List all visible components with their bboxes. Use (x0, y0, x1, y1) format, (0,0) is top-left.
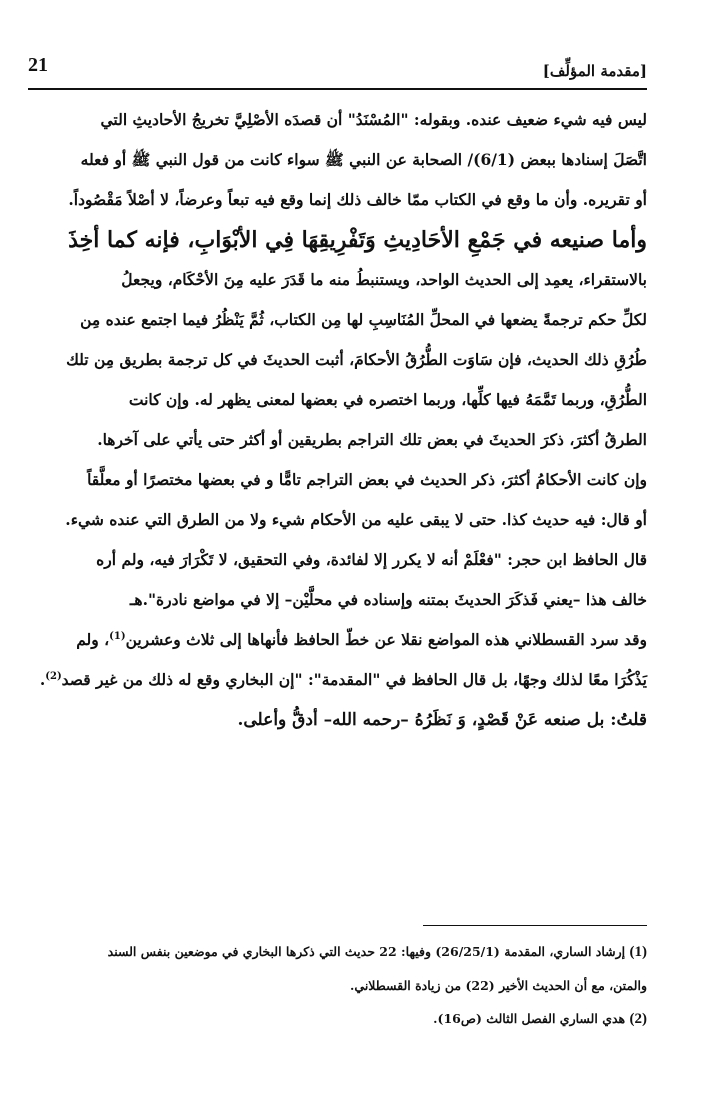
text-line: طُرُقِ ذلك الحديث، فإن سَاوَت الطُّرُقُ الأحكامَ، أثبت الحديثَ في كل ترجمة بطريق مِن تلك (66, 350, 647, 369)
footnote-rule (423, 925, 647, 926)
footnote-number: (1) (629, 944, 647, 960)
text-line: أو تقريره. وأن ما وقع في الكتاب ممّا خالف ذلك إنما وقع فيه تبعاً وعرضاً، لا أصْلاً مَقْصُوداً. (68, 190, 647, 209)
section-opening-line: وأما صنيعه في جَمْعِ الأحَادِيثِ وَتَفْرِيقِهَا فِي الأبْوَابِ، فإنه كما أخِذَ (68, 227, 647, 253)
text-line: الطرقُ أكثرَ، ذكرَ الحديثَ في بعض تلك التراجم بطريقين أو أكثر حتى يأتي على آخرها. (97, 430, 647, 449)
text-line: يَذْكُرَا معًا لذلك وجهًا، بل قال الحافظ في "المقدمة": "إن البخاري وقع له ذلك من غير قصد$^{(2)}$. (39, 670, 647, 689)
footnote-1-continuation: والمتن، مع أن الحديث الأخير (22) من زيادة القسطلاني. (350, 978, 647, 993)
footnote-number: (2) (629, 1011, 647, 1027)
footnote-ref-1: (1) (109, 630, 126, 642)
text-line: ليس فيه شيء ضعيف عنده. وبقوله: "المُسْنَدُ" أن قصدَه الأصْلِيَّ تخريجُ الأحاديثِ التي (100, 110, 647, 129)
text-line: أو قال: فيه حديث كذا. حتى لا يبقى عليه من الأحكام شيء ولا من الطرق التي عنده شيء. (65, 510, 647, 529)
footnote-text: إرشاد الساري، المقدمة (26/25/1) وفيها: 22 حديث التي ذكرها البخاري في موضعين بنفس السند (107, 944, 626, 959)
qultu-line (56, 700, 647, 740)
running-title: [مقدمة المؤلِّف] (542, 62, 647, 80)
footnotes (56, 935, 647, 1036)
header-rule (28, 88, 647, 90)
page-number: 21 (28, 54, 48, 76)
text-line: لكلِّ حكم ترجمةً يضعها في المحلِّ المُنَاسِبِ لها مِن الكتاب، ثُمَّ يَنْظُرُ فيما اجتمع عنده مِن (80, 310, 647, 329)
footnote-ref-2: (2) (45, 670, 62, 682)
text-segment: ، ولم (76, 630, 110, 649)
footnote-2 (56, 1002, 647, 1036)
text-segment: يَذْكُرَا معًا لذلك وجهًا، بل قال الحافظ في "المقدمة": "إن البخاري وقع له ذلك من غير قصد (61, 670, 647, 689)
text-line: قال الحافظ ابن حجر: "فعْلَمْ أنه لا يكرر إلا لفائدة، وفي التحقيق، لا تَكْرَارَ فيه، ولم أره (96, 550, 647, 569)
text-line: خالف هذا –يعني فَذكَرَ الحديثَ بمتنه وإسناده في محلَّيْن– إلا في مواضع نادرة".هـ (129, 590, 647, 609)
text-line: وإن كانت الأحكامُ أكثرَ، ذكر الحديث في بعض التراجم تامًّا و في بعضها مختصرًا أو معلَّقاً (87, 470, 647, 489)
qultu-label: قلتُ: (610, 710, 647, 730)
footnote-1 (56, 935, 647, 969)
text-line: الطُّرُقِ، وربما تَمَّمَهُ فيها كلِّها، وربما اختصره في بعضها لمعنى يظهر له. وإن كانت (128, 390, 647, 409)
text-line: اتَّصَلَ إسنادها ببعض (6/1)/ الصحابة عن النبي ﷺ سواء كانت من قول النبي ﷺ أو فعله (80, 150, 647, 169)
text-segment: بل صنعه عَنْ قَصْدٍ، وَ نَظَرُهُ –رحمه الله– أدقُّ وأعلى. (237, 710, 605, 730)
text-segment: وقد سرد القسطلاني هذه المواضع نقلا عن خطّ الحافظ فأنهاها إلى ثلاث وعشرين (125, 630, 647, 649)
main-text (39, 100, 647, 740)
text-line: بالاستقراء، يعمِد إلى الحديث الواحد، ويستنبطُ منه ما قَدَرَ عليه مِنَ الأحْكَام، ويجعلُ (121, 270, 647, 289)
footnote-text: هدي الساري الفصل الثالث (ص16). (433, 1011, 626, 1026)
text-line (56, 620, 647, 660)
